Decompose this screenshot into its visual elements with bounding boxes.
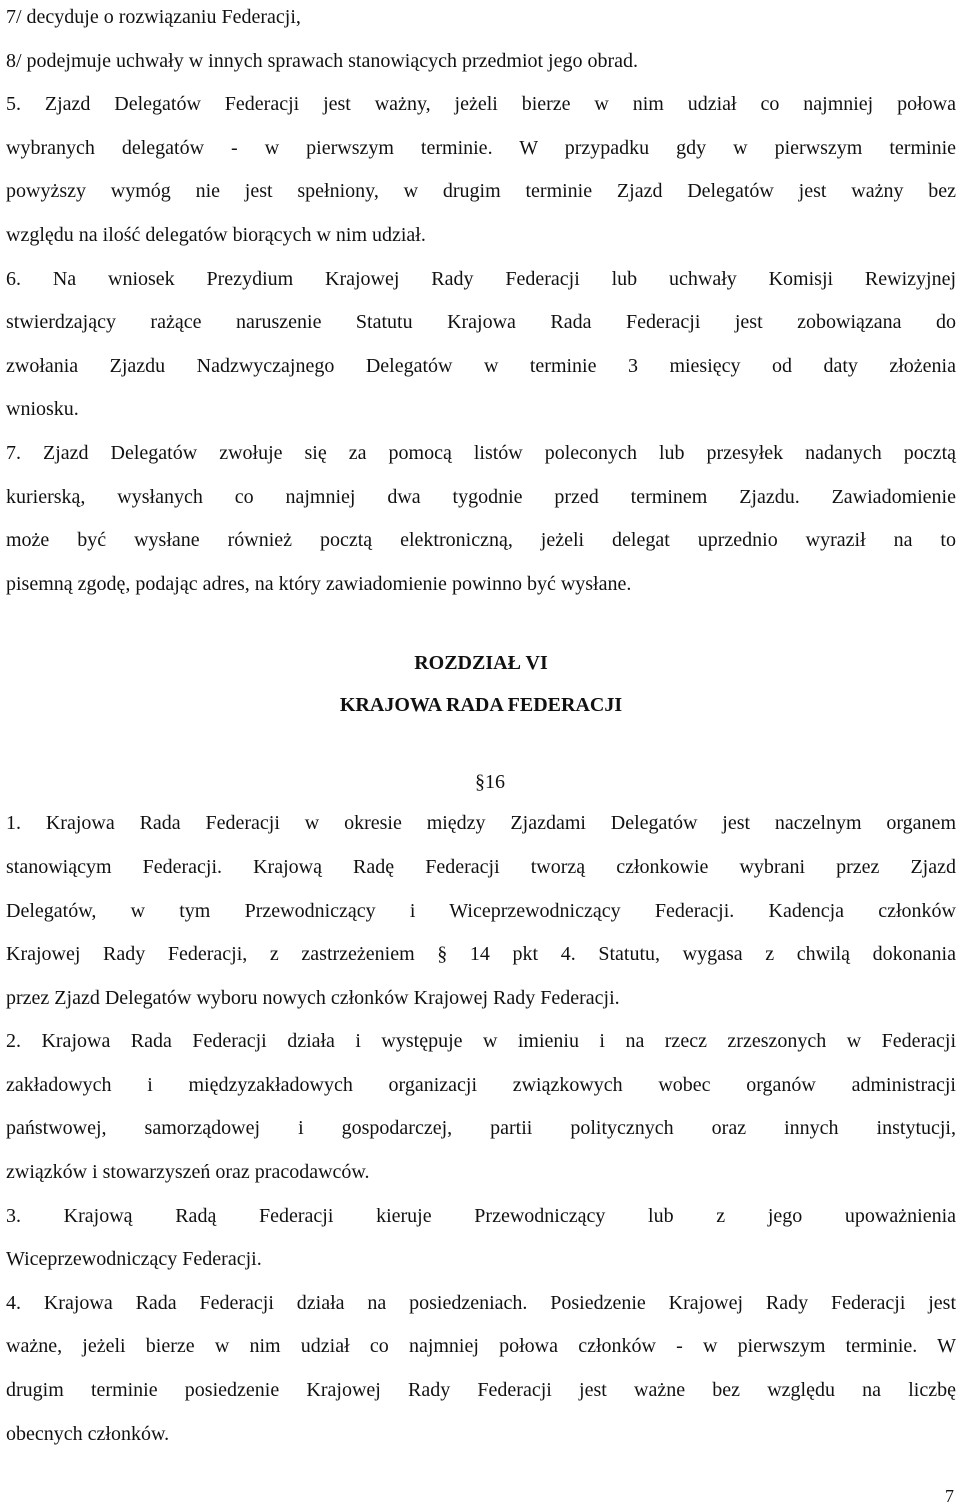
text-line: 3. Krajową Radą Federacji kieruje Przewodniczący lub z jego upoważnienia	[6, 1204, 956, 1227]
text-line: 1. Krajowa Rada Federacji w okresie między Zjazdami Delegatów jest naczelnym organem	[6, 812, 956, 835]
text-line: związków i stowarzyszeń oraz pracodawców.	[6, 1161, 370, 1184]
text-line: zwołania Zjazdu Nadzwyczajnego Delegatów w terminie 3 miesięcy od daty złożenia	[6, 354, 956, 377]
text-line: drugim terminie posiedzenie Krajowej Rady Federacji jest ważne bez względu na liczbę	[6, 1379, 956, 1402]
text-line: stwierdzający rażące naruszenie Statutu Krajowa Rada Federacji jest zobowiązana do	[6, 311, 956, 334]
section-mark: §16	[475, 771, 505, 794]
text-line: 2. Krajowa Rada Federacji działa i występuje w imieniu i na rzecz zrzeszonych w Federacji	[6, 1030, 956, 1053]
text-line: stanowiącym Federacji. Krajową Radę Federacji tworzą członkowie wybrani przez Zjazd	[6, 855, 956, 878]
chapter-title: ROZDZIAŁ VI	[414, 652, 548, 675]
text-line: wniosku.	[6, 398, 79, 421]
text-line: wybranych delegatów - w pierwszym terminie. W przypadku gdy w pierwszym terminie	[6, 136, 956, 159]
text-line: powyższy wymóg nie jest spełniony, w drugim terminie Zjazd Delegatów jest ważny bez	[6, 180, 956, 203]
text-line: Delegatów, w tym Przewodniczący i Wiceprzewodniczący Federacji. Kadencja członków	[6, 899, 956, 922]
page-number: 7	[945, 1486, 954, 1506]
text-line: kurierską, wysłanych co najmniej dwa tygodnie przed terminem Zjazdu. Zawiadomienie	[6, 485, 956, 508]
text-line: może być wysłane również pocztą elektroniczną, jeżeli delegat uprzednio wyraził na to	[6, 529, 956, 552]
text-line: obecnych członków.	[6, 1422, 170, 1445]
spacer	[6, 606, 956, 642]
text-line: Krajowej Rady Federacji, z zastrzeżeniem § 14 pkt 4. Statutu, wygasa z chwilą dokonania	[6, 943, 956, 966]
spacer	[6, 726, 956, 762]
text-line: ważne, jeżeli bierze w nim udział co najmniej połowa członków - w pierwszym terminie. W	[6, 1335, 956, 1358]
text-line: zakładowych i międzyzakładowych organizacji związkowych wobec organów administracji	[6, 1073, 956, 1096]
text-line: przez Zjazd Delegatów wyboru nowych członków Krajowej Rady Federacji.	[6, 986, 620, 1009]
text-line: Wiceprzewodniczący Federacji.	[6, 1248, 262, 1271]
text-line: względu na ilość delegatów biorących w nim udział.	[6, 223, 426, 246]
document-page	[6, 0, 956, 1456]
text-line: 5. Zjazd Delegatów Federacji jest ważny, jeżeli bierze w nim udział co najmniej połowa	[6, 93, 956, 116]
chapter-subtitle: KRAJOWA RADA FEDERACJI	[339, 694, 623, 717]
text-line: 6. Na wniosek Prezydium Krajowej Rady Federacji lub uchwały Komisji Rewizyjnej	[6, 267, 956, 290]
text-line: 8/ podejmuje uchwały w innych sprawach stanowiących przedmiot jego obrad.	[6, 49, 639, 72]
text-line: pisemną zgodę, podając adres, na który zawiadomienie powinno być wysłane.	[6, 572, 632, 595]
text-line: 4. Krajowa Rada Federacji działa na posiedzeniach. Posiedzenie Krajowej Rady Federacji jest	[6, 1291, 956, 1314]
text-line: 7. Zjazd Delegatów zwołuje się za pomocą listów poleconych lub przesyłek nadanych pocztą	[6, 441, 956, 464]
text-line: 7/ decyduje o rozwiązaniu Federacji,	[6, 6, 301, 28]
text-line: państwowej, samorządowej i gospodarczej, partii politycznych oraz innych instytucji,	[6, 1117, 956, 1140]
